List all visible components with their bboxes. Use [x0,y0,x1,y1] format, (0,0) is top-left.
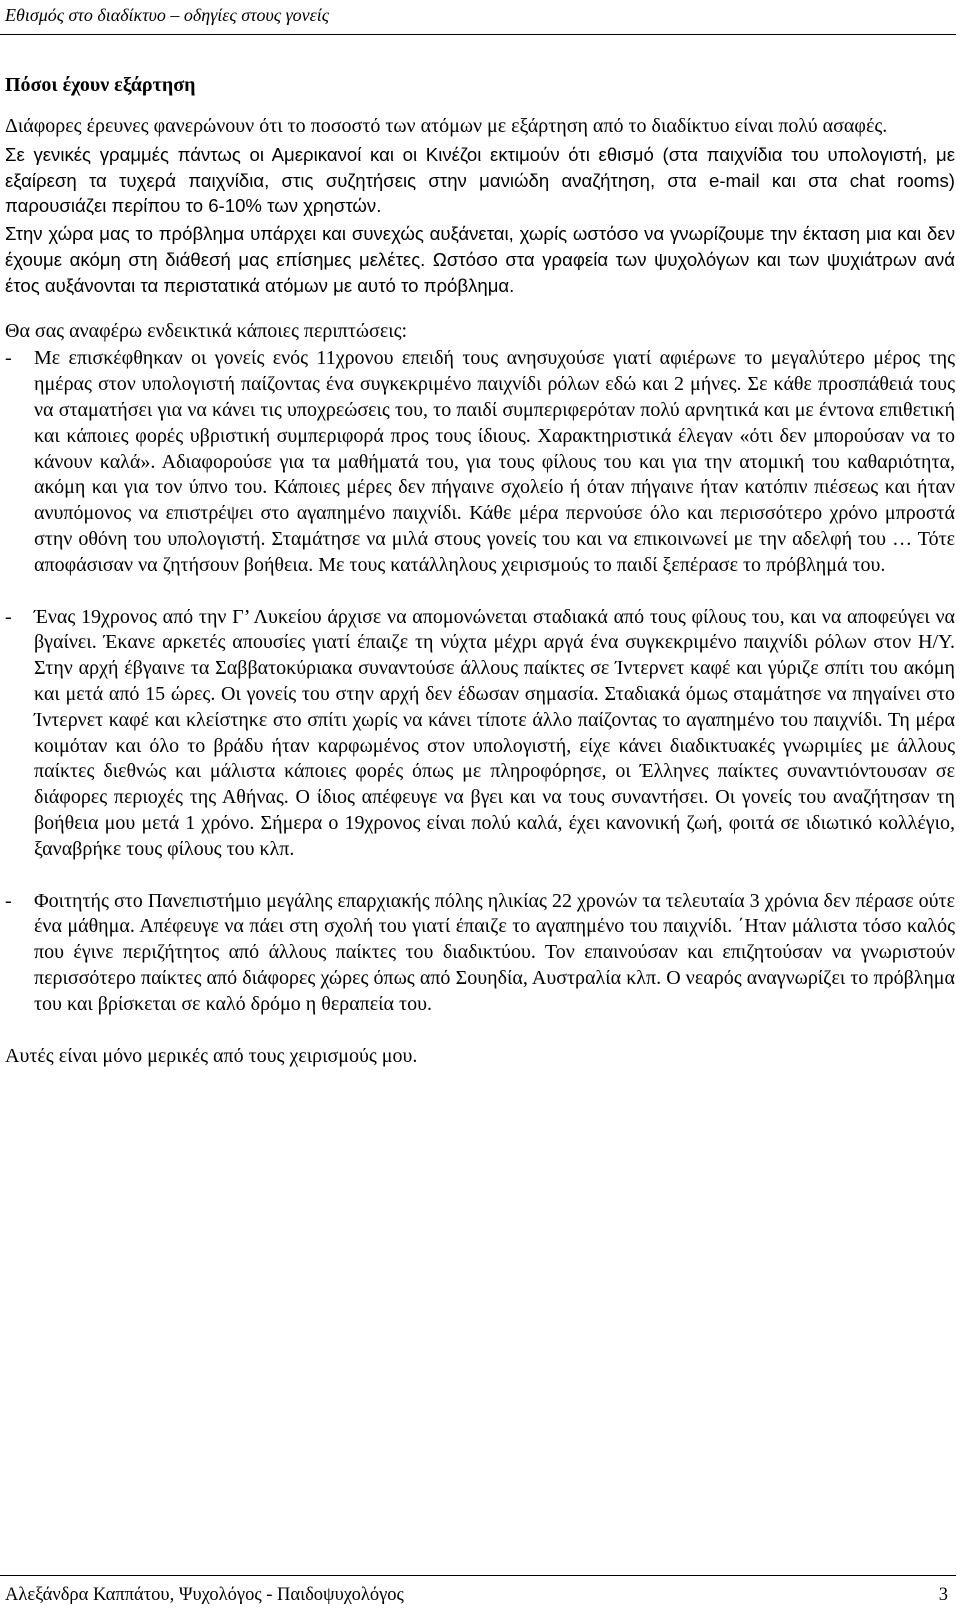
running-header: Εθισμός στο διαδίκτυο – οδηγίες στους γονείς [5,5,330,25]
case-text-3: Φοιτητής στο Πανεπιστήμιο μεγάλης επαρχιακής πόλης ηλικίας 22 χρονών τα τελευταία 3 χρόνια δεν πέρασε ούτε ένα μάθημα. Απέφευγε να πάει στη σχολή του γιατί έπαιζε το αγαπημένο του παιχνίδι. ΄Ηταν μάλιστα τόσο καλός που έγινε περιζήτητος από άλλους παίκτες του διαδικτύου. Τον επαινούσαν και επιζητούσαν να γνωριστούν περισσότερο παίκτες από διάφορες χώρες όπως από Σουηδία, Αυστραλία κλπ. Ο νεαρός αναγνωρίζει το πρόβλημα του και βρίσκεται σε καλό δρόμο η θεραπεία του. [34,889,955,1015]
paragraph-greece: Στην χώρα μας το πρόβλημα υπάρχει και συνεχώς αυξάνεται, χωρίς ωστόσο να γνωρίζουμε την έκταση μια και δεν έχουμε ακόμη στη διάθεσή μας επίσημες μελέτες. Ωστόσο στα γραφεία των ψυχολόγων και των ψυχιάτρων ανά έτος αυξάνονται τα περιστατικά ατόμων με αυτό το πρόβλημα. [5,223,955,296]
case-item-2 [5,605,955,863]
case-item-1 [5,346,955,578]
case-text-1: Με επισκέφθηκαν οι γονείς ενός 11χρονου επειδή τους ανησυχούσε γιατί αφιέρωνε το μεγαλύτερο μέρος της ημέρας στον υπολογιστή παίζοντας ένα συγκεκριμένο παιχνίδι ρόλων εδώ και 2 μήνες. Σε κάθε προσπάθειά τους να σταματήσει για να κάνει τις υποχρεώσεις του, το παιδί συμπεριφερόταν πολύ αρνητικά και με έντονα επιθετική και κάποιες φορές υβριστική συμπεριφορά προς τους ίδιους. Χαρακτηριστικά έλεγαν «ότι δεν μπορούσαν να το κάνουν καλά». Αδιαφορούσε για τα μαθήματά του, για τους φίλους του και για την ατομική του καθαριότητα, ακόμη και για τον ύπνο του. Κάποιες μέρες δεν πήγαινε σχολείο ή όταν πήγαινε ήταν κατόπιν πιέσεως και ήταν ανυπόμονος να επιστρέψει στο αγαπημένο παιχνίδι. Κάθε μέρα περνούσε όλο και περισσότερο χρόνο μπροστά στην οθόνη του υπολογιστή. Σταμάτησε να μιλά στους γονείς του και να επικοινωνεί με την αδελφή του … Τότε αποφάσισαν να ζητήσουν βοήθεια. Με τους κατάλληλους χειρισμούς το παιδί ξεπέρασε το πρόβλημά του. [34,347,955,576]
case-item-3 [5,889,955,1018]
list-dash: - [5,889,12,912]
case-text-2: Ένας 19χρονος από την Γ’ Λυκείου άρχισε να απομονώνεται σταδιακά από τους φίλους του, και να αποφεύγει να βγαίνει. Έκανε αρκετές απουσίες γιατί έπαιζε τη νύχτα μέχρι αργά ένα συγκεκριμένο παιχνίδι ρόλων στον Η/Υ. Στην αρχή έβγαινε τα Σαββατοκύριακα συναντούσε άλλους παίκτες σε Ίντερνετ καφέ και γύριζε σπίτι του ακόμη και μετά από 15 ώρες. Οι γονείς του στην αρχή δεν έδωσαν σημασία. Σταδιακά όμως σταμάτησε να πηγαίνει στο Ίντερνετ καφέ και κλείστηκε στο σπίτι χωρίς να κάνει τίποτε άλλο παίζοντας το αγαπημένο του παιχνίδι. Τη μέρα κοιμόταν και όλο το βράδυ ήταν καρφωμένος στον υπολογιστή, είχε κάνει διαδικτυακές γνωριμίες με άλλους παίκτες διεθνώς και μάλιστα κάποιες φορές όπως με πληροφόρησε, οι Έλληνες παίκτες συναντιόντουσαν σε διάφορες περιοχές της Αθήνας. Ο ίδιος απέφευγε να βγει και να τους συναντήσει. Οι γονείς του αναζήτησαν τη βοήθεια μου μετά 1 χρόνο. Σήμερα ο 19χρονος είναι πολύ καλά, έχει κανονική ζωή, φοιτά σε ιδιωτικό κολλέγιο, ξαναβρήκε τους φίλους του κλπ. [34,605,955,860]
footer-author: Αλεξάνδρα Καππάτου, Ψυχολόγος - Παιδοψυχολόγος [5,1585,404,1605]
paragraph-estimates: Σε γενικές γραμμές πάντως οι Αμερικανοί και οι Κινέζοι εκτιμούν ότι εθισμό (στα παιχνίδια του υπολογιστή, με εξαίρεση τα τυχερά παιχνίδια, στις συζητήσεις στην μανιώδη αναζήτηση, στα e-mail και στα chat rooms) παρουσιάζει περίπου το 6-10% των χρηστών. [5,143,955,217]
section-title: Πόσοι έχουν εξάρτηση [5,74,196,96]
paragraph-intro: Διάφορες έρευνες φανερώνουν ότι το ποσοστό των ατόμων με εξάρτηση από το διαδίκτυο είναι πολύ ασαφές. [5,115,888,137]
paragraph-closing: Αυτές είναι μόνο μερικές από τους χειρισμούς μου. [5,1044,418,1067]
footer-divider [0,1575,956,1576]
list-dash: - [5,605,12,628]
list-dash: - [5,347,12,370]
paragraph-cases-intro: Θα σας αναφέρω ενδεικτικά κάποιες περιπτώσεις: [5,319,408,342]
page-number: 3 [938,1585,948,1605]
header-divider [0,34,956,35]
page-body [5,72,955,1069]
